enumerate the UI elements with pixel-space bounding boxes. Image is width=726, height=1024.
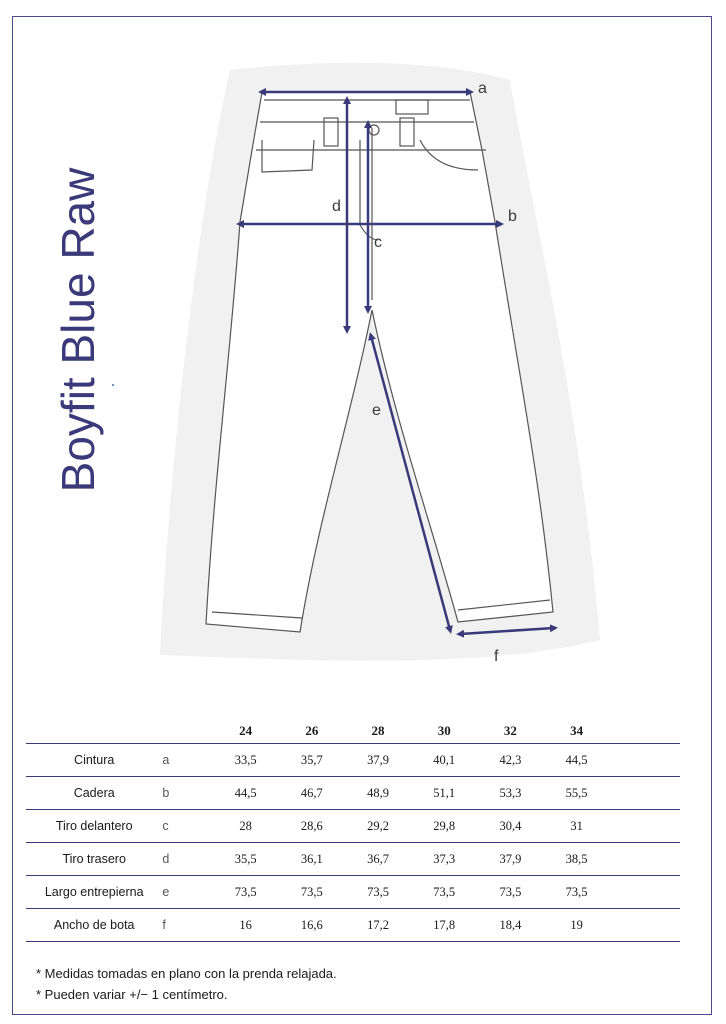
cell: 55,5 (543, 777, 609, 810)
cell: 28,6 (279, 810, 345, 843)
cell: 44,5 (543, 744, 609, 777)
cell: 30,4 (477, 810, 543, 843)
cell: 16 (213, 909, 279, 942)
label-f: f (494, 648, 499, 665)
row-tail (610, 876, 680, 909)
row-tail (610, 810, 680, 843)
cell: 44,5 (213, 777, 279, 810)
cell: 42,3 (477, 744, 543, 777)
cell: 33,5 (213, 744, 279, 777)
cell: 18,4 (477, 909, 543, 942)
product-title: Boyfit Blue Raw (52, 167, 104, 493)
footnote-1: * Medidas tomadas en plano con la prenda relajada. (36, 966, 337, 981)
label-c: c (374, 234, 382, 251)
table-header-blank (26, 722, 213, 744)
size-32: 32 (477, 722, 543, 744)
cell: 48,9 (345, 777, 411, 810)
row-tail (610, 777, 680, 810)
table-row (26, 909, 680, 942)
cell: 73,5 (411, 876, 477, 909)
row-tail (610, 744, 680, 777)
label-e: e (372, 402, 381, 419)
cell: 37,9 (345, 744, 411, 777)
size-24: 24 (213, 722, 279, 744)
row-tail (610, 909, 680, 942)
cell: 35,5 (213, 843, 279, 876)
row-letter: a (162, 744, 212, 777)
cell: 37,9 (477, 843, 543, 876)
row-letter: e (162, 876, 212, 909)
row-tail (610, 843, 680, 876)
cell: 29,8 (411, 810, 477, 843)
table-row (26, 777, 680, 810)
cell: 73,5 (213, 876, 279, 909)
cell: 28 (213, 810, 279, 843)
row-letter: b (162, 777, 212, 810)
cell: 51,1 (411, 777, 477, 810)
footnote-2: * Pueden variar +/− 1 centímetro. (36, 987, 228, 1002)
cell: 40,1 (411, 744, 477, 777)
row-name: Cintura (26, 744, 162, 777)
row-name: Ancho de bota (26, 909, 162, 942)
size-26: 26 (279, 722, 345, 744)
cell: 31 (543, 810, 609, 843)
cell: 17,2 (345, 909, 411, 942)
size-28: 28 (345, 722, 411, 744)
row-letter: d (162, 843, 212, 876)
label-b: b (508, 208, 517, 225)
footnotes (36, 963, 337, 1005)
cell: 73,5 (345, 876, 411, 909)
table-row (26, 876, 680, 909)
cell: 38,5 (543, 843, 609, 876)
cell: 46,7 (279, 777, 345, 810)
table-row (26, 744, 680, 777)
row-letter: f (162, 909, 212, 942)
cell: 37,3 (411, 843, 477, 876)
size-table (26, 722, 680, 942)
size-30: 30 (411, 722, 477, 744)
cell: 73,5 (543, 876, 609, 909)
row-name: Cadera (26, 777, 162, 810)
label-a: a (478, 80, 487, 97)
label-d: d (332, 198, 341, 215)
size-header-row (26, 722, 680, 744)
cell: 17,8 (411, 909, 477, 942)
cell: 36,7 (345, 843, 411, 876)
row-name: Tiro delantero (26, 810, 162, 843)
cell: 29,2 (345, 810, 411, 843)
size-34: 34 (543, 722, 609, 744)
row-name: Largo entrepierna (26, 876, 162, 909)
cell: 73,5 (279, 876, 345, 909)
cell: 53,3 (477, 777, 543, 810)
cell: 73,5 (477, 876, 543, 909)
cell: 35,7 (279, 744, 345, 777)
table-row (26, 810, 680, 843)
cell: 36,1 (279, 843, 345, 876)
row-name: Tiro trasero (26, 843, 162, 876)
cell: 16,6 (279, 909, 345, 942)
row-letter: c (162, 810, 212, 843)
cell: 19 (543, 909, 609, 942)
table-header-tail (610, 722, 680, 744)
table-row (26, 843, 680, 876)
